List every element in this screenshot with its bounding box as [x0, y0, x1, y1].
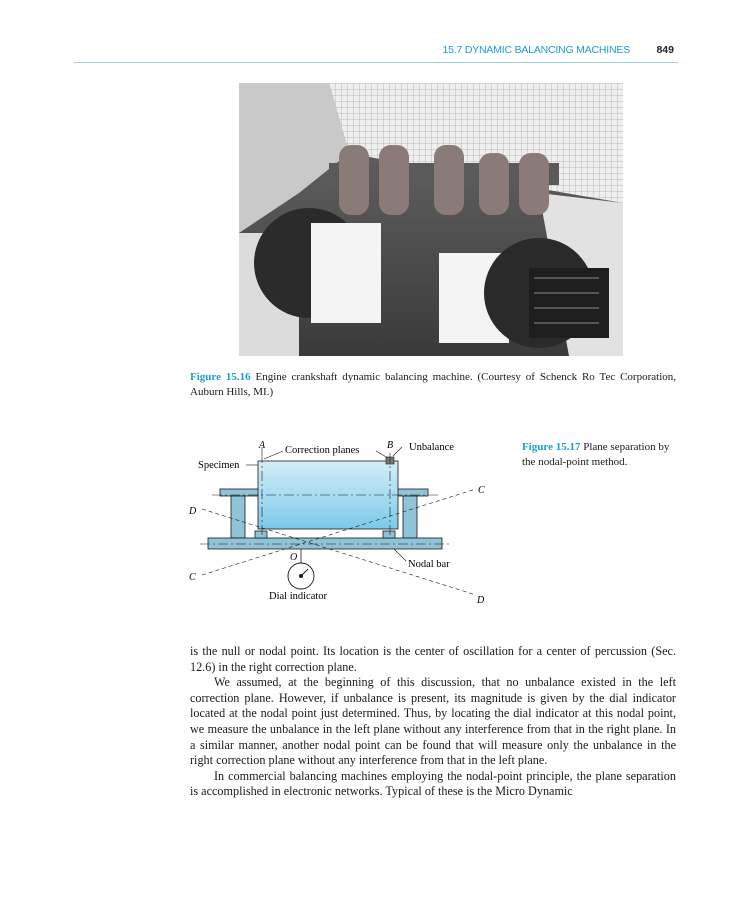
- label-point-c-right: C: [478, 485, 485, 496]
- paragraph: is the null or nodal point. Its location is the center of oscillation for a center of percussion (Sec. 12.6) in the right correction plane.: [190, 644, 676, 674]
- running-header: [74, 44, 678, 63]
- label-dial-indicator: Dial indicator: [269, 591, 328, 602]
- section-title: 15.7 DYNAMIC BALANCING MACHINES: [442, 44, 630, 56]
- label-correction-planes: Correction planes: [285, 445, 360, 456]
- label-point-d-left: D: [189, 506, 197, 517]
- figure-15-16-text: Engine crankshaft dynamic balancing machine. (Courtesy of Schenck Ro Tec Corporation, Auburn Hills, MI.): [190, 371, 676, 398]
- figure-15-17-label: Figure 15.17: [522, 441, 581, 453]
- paragraph: We assumed, at the beginning of this discussion, that no unbalance existed in the left correction plane. However, if unbalance is present, its magnitude is given by the dial indicator located at the nodal point just determined. Thus, by locating the dial indicator at this nodal point, we measure the unbalance in the left plane without any interference from that in the right plane. In a similar manner, another nodal point can be found that will measure only the unbalance in the right correction plane without any interference from that in the left plane.: [190, 675, 676, 768]
- page-number: 849: [656, 44, 674, 56]
- label-unbalance: Unbalance: [409, 442, 454, 453]
- body-text: [190, 644, 676, 800]
- label-point-c-left: C: [189, 572, 196, 583]
- nodal-point-svg: [180, 435, 510, 610]
- crankshaft-machine-photo: [239, 83, 623, 356]
- label-point-b: B: [387, 440, 394, 451]
- label-point-d-right: D: [477, 595, 485, 606]
- figure-15-16-label: Figure 15.16: [190, 371, 251, 383]
- label-point-o: O: [290, 552, 298, 563]
- photo-illustration: [239, 83, 623, 356]
- label-point-a: A: [259, 440, 266, 451]
- label-specimen: Specimen: [198, 460, 240, 471]
- label-nodal-bar: Nodal bar: [408, 559, 450, 570]
- figure-15-16-caption: [190, 370, 676, 400]
- figure-15-17-caption: [522, 440, 682, 470]
- crankshaft: [329, 145, 559, 215]
- nodal-point-diagram: [180, 435, 510, 610]
- paragraph: In commercial balancing machines employing the nodal-point principle, the plane separation is accomplished in electronic networks. Typical of these is the Micro Dynamic: [190, 768, 676, 799]
- figure-15-17-text: Plane separation by the nodal-point method.: [522, 441, 670, 468]
